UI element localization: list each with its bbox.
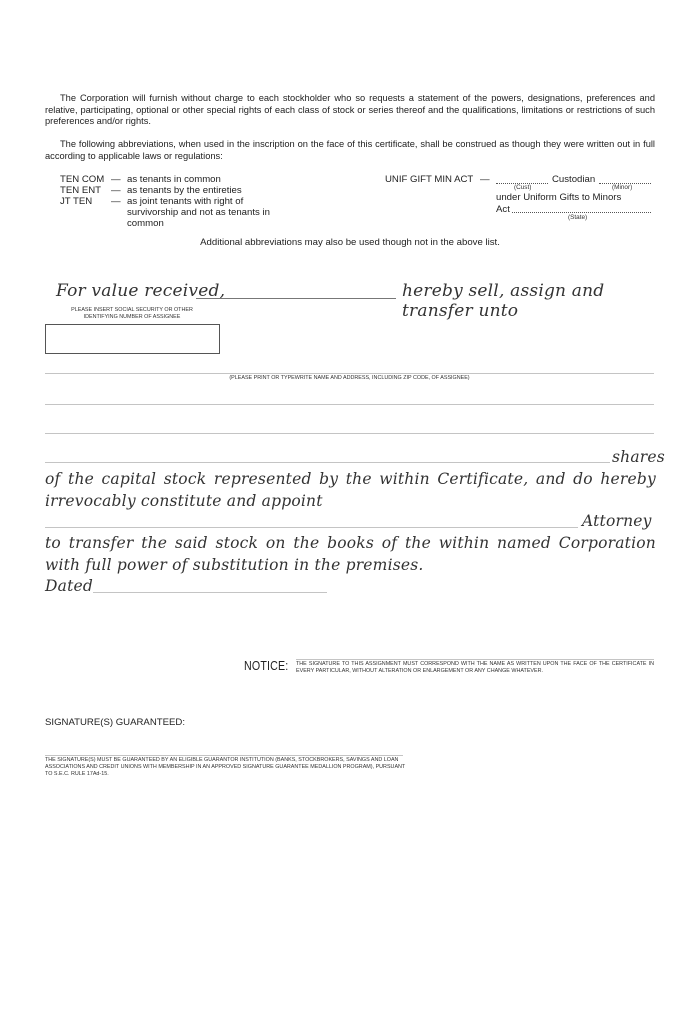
custodian-name-field[interactable] <box>496 174 548 184</box>
custodian-label: Custodian <box>552 174 596 185</box>
signature-guarantee-line[interactable] <box>45 755 403 756</box>
minor-name-field[interactable] <box>599 174 651 184</box>
signature-guarantee-text: THE SIGNATURE(S) MUST BE GUARANTEED BY AN ELIGIBLE GUARANTOR INSTITUTION (BANKS, STOCKBROKERS, SAVINGS AND LOAN ASSOCIATIONS AND CREDIT UNIONS WITH MEMBERSHIP IN AN APPROVED SIGNATURE GUARANTEE MEDALLION PROGRAM), PURSUANT TO S.E.C. RULE 17Ad-15. <box>45 757 406 777</box>
assignee-name-line[interactable] <box>45 373 654 374</box>
shares-count-line[interactable] <box>45 462 610 463</box>
abbreviations-intro-paragraph: The following abbreviations, when used in the inscription on the face of this certificate, shall be construed as though they were written out in full according to applicable laws or regulations: <box>45 139 655 161</box>
state-caption: (State) <box>568 214 588 221</box>
minor-caption: (Minor) <box>612 184 633 191</box>
notice-rule <box>296 659 654 660</box>
abbr-ten-com-key: TEN COM <box>60 174 105 185</box>
abbr-jt-ten-key: JT TEN <box>60 196 93 207</box>
stockholder-rights-paragraph: The Corporation will furnish without charge to each stockholder who so requests a statement of the powers, designations, preferences and relative, participating, optional or other special rights of each class of stock or series thereof and the qualifications, limitations or restrictions of such preferences and/or rights. <box>45 93 655 127</box>
notice-label: NOTICE: <box>244 658 289 673</box>
abbr-jt-ten-dash: — <box>111 196 121 207</box>
abbr-jt-ten-value: as joint tenants with right of survivorship and not as tenants in common <box>127 196 270 229</box>
abbr-ten-com-dash: — <box>111 174 121 185</box>
abbr-ten-ent-key: TEN ENT <box>60 185 102 196</box>
unif-dash: — <box>480 174 490 185</box>
attorney-text: Attorney <box>582 512 652 530</box>
assignee-address-line-1[interactable] <box>45 404 654 405</box>
hereby-sell-assign-text: hereby sell, assign and transfer unto <box>402 281 605 321</box>
unif-label: UNIF GIFT MIN ACT <box>385 174 474 185</box>
cust-caption: (Cust) <box>514 184 532 191</box>
abbr-ten-com-value: as tenants in common <box>127 174 221 185</box>
assignor-line[interactable] <box>196 298 396 299</box>
ssn-input-box[interactable] <box>45 324 220 354</box>
dated-label: Dated <box>45 577 93 595</box>
attorney-line[interactable] <box>45 527 578 528</box>
for-value-received-text: For value received, <box>56 281 226 301</box>
shares-text: shares <box>612 448 665 466</box>
ssn-label: PLEASE INSERT SOCIAL SECURITY OR OTHER IDENTIFYING NUMBER OF ASSIGNEE <box>71 307 193 320</box>
signature-guaranteed-label: SIGNATURE(S) GUARANTEED: <box>45 717 186 728</box>
assignee-address-line-2[interactable] <box>45 433 654 434</box>
under-uniform-gifts-text: under Uniform Gifts to Minors <box>496 192 622 203</box>
abbr-ten-ent-value: as tenants by the entireties <box>127 185 242 196</box>
print-name-label: (PLEASE PRINT OR TYPEWRITE NAME AND ADDRESS, INCLUDING ZIP CODE, OF ASSIGNEE) <box>229 375 470 381</box>
state-field[interactable] <box>512 203 651 213</box>
date-line[interactable] <box>93 592 327 593</box>
abbr-ten-ent-dash: — <box>111 185 121 196</box>
act-label: Act <box>496 204 510 215</box>
notice-text: THE SIGNATURE TO THIS ASSIGNMENT MUST CORRESPOND WITH THE NAME AS WRITTEN UPON THE FACE OF THE CERTIFICATE IN EVERY PARTICULAR, WITHOUT ALTERATION OR ENLARGEMENT OR ANY CHANGE WHATEVER. <box>296 661 654 674</box>
additional-abbreviations-note: Additional abbreviations may also be used though not in the above list. <box>200 237 500 248</box>
to-transfer-text: to transfer the said stock on the books of the within named Corporation with full power of substitution in the premises. <box>45 534 656 574</box>
capital-stock-text: of the capital stock represented by the within Certificate, and do hereby irrevocably constitute and appoint <box>45 470 656 510</box>
